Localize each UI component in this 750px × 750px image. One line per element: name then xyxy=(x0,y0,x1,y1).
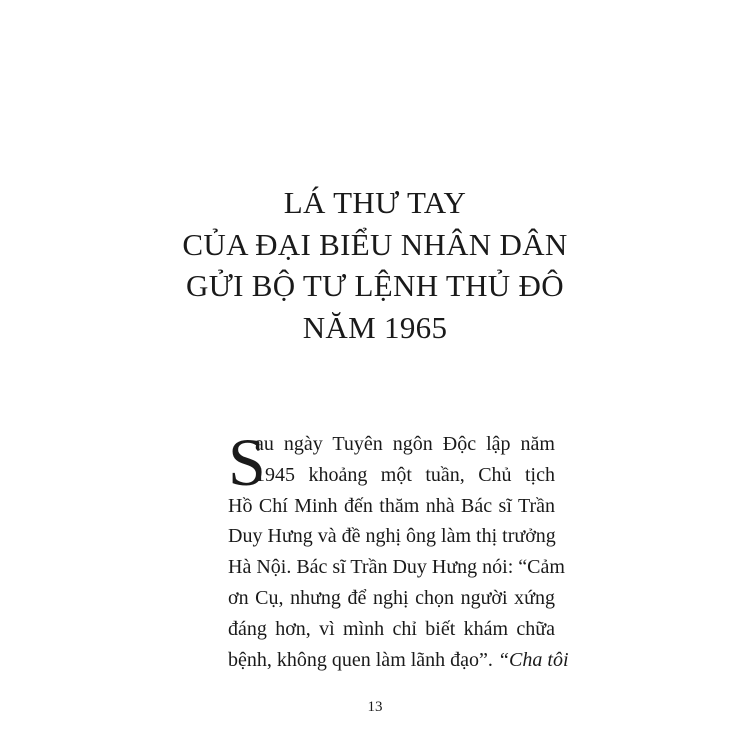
title-line: CỦA ĐẠI BIỂU NHÂN DÂN xyxy=(182,226,568,262)
text-line: ơn Cụ, nhưng để nghị chọn người xứng xyxy=(228,586,555,609)
drop-cap: S xyxy=(228,424,266,500)
body-paragraph xyxy=(228,424,569,675)
title-line: NĂM 1965 xyxy=(302,309,448,345)
text-line-plain: bệnh, không quen làm lãnh đạo”. xyxy=(228,648,493,671)
text-line: au ngày Tuyên ngôn Độc lập năm xyxy=(255,433,555,455)
text-line-last xyxy=(228,645,569,676)
text-line: Hồ Chí Minh đến thăm nhà Bác sĩ Trần xyxy=(228,494,555,517)
page-number: 13 xyxy=(367,699,383,715)
title-line: LÁ THƯ TAY xyxy=(283,185,467,220)
text-line: Duy Hưng và đề nghị ông làm thị trưởng xyxy=(228,525,556,548)
italic-quote: “Cha tôi xyxy=(497,648,569,671)
title-line: GỬI BỘ TƯ LỆNH THỦ ĐÔ xyxy=(186,268,564,303)
text-line: 1945 khoảng một tuần, Chủ tịch xyxy=(255,463,555,486)
chapter-title xyxy=(0,182,750,348)
text-line: đáng hơn, vì mình chỉ biết khám chữa xyxy=(228,617,555,640)
text-line: Hà Nội. Bác sĩ Trần Duy Hưng nói: “Cảm xyxy=(228,556,565,579)
